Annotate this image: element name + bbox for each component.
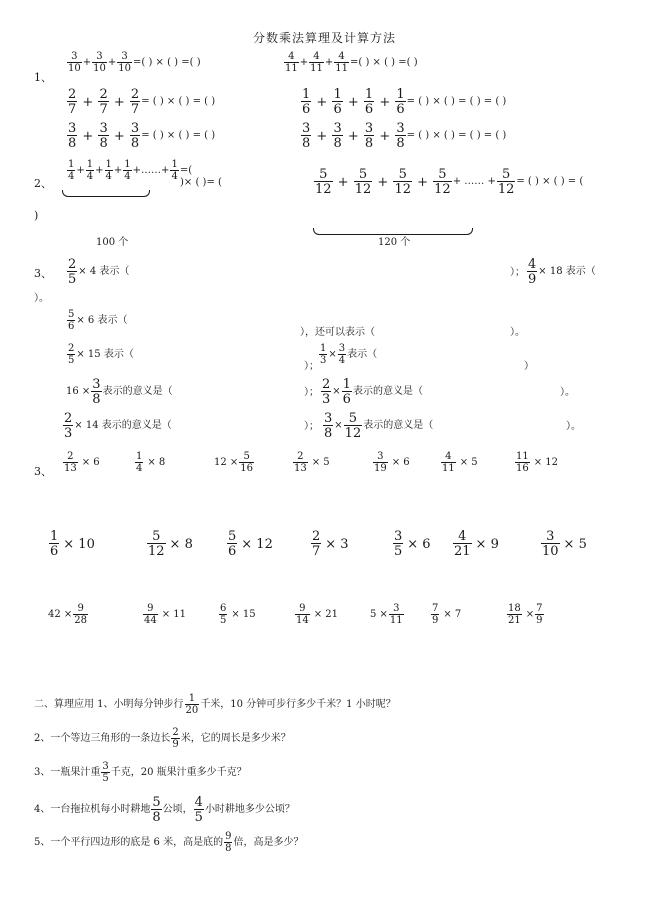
fraction: $\frac{1}{4}$ [136,451,143,474]
fraction: $\frac{3}{10}$ [542,529,559,559]
section-1-row3-right: $\frac{3}{8}$ + $\frac{3}{8}$ + $\frac{3}{8}$ + $\frac{3}{8}$ = ( ) × ( ) = ( ) = ( ) [302,121,507,151]
calc-item [514,452,558,474]
question-1: 二、算理应用 1、小明每分钟步行 $\frac{1}{20}$ 千米，10 分钟可步行多少千米？1 小时呢？ [34,693,396,716]
calc-item [226,530,273,558]
calc-suffix: × 10 [63,536,95,552]
fraction: $\frac{3}{5}$ [394,529,403,559]
calc-suffix: × [525,609,535,620]
fraction: $\frac{3}{11}$ [389,603,403,626]
fraction: $\frac{7}{9}$ [432,603,439,626]
fraction: $\frac{2}{13}$ [64,451,77,474]
calc-item [218,604,256,626]
section-3a-number: 3、 [34,267,52,280]
calc-suffix: × 5 [563,536,587,552]
calc-suffix: × 12 [241,536,273,552]
fraction: $\frac{4}{11}$ [442,451,455,474]
calc-item [440,452,478,474]
fraction: $\frac{3}{10}$ [93,51,106,74]
fraction: $\frac{3}{19}$ [374,451,387,474]
calc-item [134,452,165,474]
calc-suffix: × 3 [325,536,349,552]
sec3a-line-i: $\frac{3}{8}$ × $\frac{5}{12}$ 表示的意义是（ [324,411,434,441]
section-2-number: 2、 [34,177,52,190]
calc-item [506,604,545,626]
sec3a-line-f-end: ）； [304,387,319,398]
fraction: $\frac{4}{11}$ [335,51,348,74]
fraction: $\frac{9}{14}$ [296,603,309,626]
sec3a-line-b: $\frac{4}{9}$ × 18 表示（ [528,257,596,287]
calc-item [48,530,95,558]
question-4: 4、一台拖拉机每小时耕地 $\frac{5}{8}$ 公顷， $\frac{4}{5}$ 小时耕地多少公顷？ [34,795,295,825]
brace-100 [62,190,150,197]
calc-item [452,530,499,558]
calc-prefix: 12 × [214,457,239,468]
calc-item [370,604,405,626]
question-3: 3、一瓶果汁重 $\frac{3}{5}$ 千克，20 瓶果汁重多少千克？ [34,761,247,784]
fraction: $\frac{6}{5}$ [220,603,227,626]
section-2-right-expression: $\frac{5}{12}$ + $\frac{5}{12}$ + $\frac{5}{12}$ + $\frac{5}{12}$ + …… + $\frac{5}{12}$ = ( ) × ( ) = ( [315,167,584,197]
calc-suffix: × 9 [475,536,499,552]
calc-prefix: 42 × [48,609,73,620]
sec3a-wrap: ）。 [34,293,49,304]
section-1-row1-left: $\frac{3}{10}$ + $\frac{3}{10}$ + $\frac{3}{10}$ =( ) × ( ) =( ) [68,51,201,74]
fraction: $\frac{7}{9}$ [536,603,543,626]
page-title: 分数乘法算理及计算方法 [253,31,397,45]
section-1-row2-right: $\frac{1}{6}$ + $\frac{1}{6}$ + $\frac{1}{6}$ + $\frac{1}{6}$ = ( ) × ( ) = ( ) = ( ) [302,87,507,117]
count-120: 120 个 [378,237,411,248]
calc-suffix: × 12 [533,457,559,468]
calc-item [540,530,587,558]
sec3a-line-c-mid: ），还可以表示（ [300,327,375,338]
sec3a-line-g-end: ）。 [560,387,575,398]
sec3a-line-g: $\frac{2}{3}$ × $\frac{1}{6}$ 表示的意义是（ [322,377,423,407]
sec3a-line-e: $\frac{1}{3}$ × $\frac{3}{4}$ 表示（ [320,343,378,366]
calc-suffix: × 5 [459,457,478,468]
calc-suffix: × 8 [169,536,193,552]
fraction: $\frac{5}{16}$ [240,451,254,474]
sec3a-line-c: $\frac{5}{6}$ × 6 表示（ [68,309,128,332]
fraction: $\frac{9}{28}$ [74,603,88,626]
sec3a-line-a: $\frac{2}{5}$ × 4 表示（ [68,257,130,287]
fraction: $\frac{3}{10}$ [118,51,131,74]
section-2-wrap: ) [34,209,39,222]
fraction: $\frac{4}{21}$ [454,529,471,559]
calc-item [62,452,100,474]
fraction: $\frac{11}{16}$ [516,451,529,474]
calc-suffix: × 6 [81,457,100,468]
sec3a-line-a-end: ）； [510,267,525,278]
fraction: $\frac{5}{12}$ [148,529,165,559]
fraction: $\frac{1}{6}$ [50,529,59,559]
fraction: $\frac{5}{6}$ [228,529,237,559]
calc-item [142,604,186,626]
fraction: $\frac{3}{10}$ [68,51,81,74]
calc-item [292,452,330,474]
section-2-left-expression: $\frac{1}{4}$ + $\frac{1}{4}$ + $\frac{1}{4}$ + $\frac{1}{4}$ +……+ $\frac{1}{4}$ =( [68,159,193,182]
count-100: 100 个 [96,237,129,248]
calc-item [294,604,338,626]
section-1-row3-left: $\frac{3}{8}$ + $\frac{3}{8}$ + $\frac{3}{8}$ = ( ) × ( ) = ( ) [68,121,216,151]
sec3a-line-h-end: ）； [304,421,319,432]
calc-suffix: × 6 [391,457,410,468]
calc-item [392,530,431,558]
calc-item [146,530,193,558]
calc-item [310,530,349,558]
section-1-number: 1、 [34,71,52,84]
section-1-row1-right: $\frac{4}{11}$ + $\frac{4}{11}$ + $\frac{4}{11}$ =( ) × ( ) =( ) [285,51,418,74]
calc-item [430,604,461,626]
calc-item [372,452,410,474]
brace-120 [313,228,473,235]
fraction: $\frac{4}{11}$ [285,51,298,74]
sec3a-line-i-end: ）。 [566,421,581,432]
section-3b-number: 3、 [34,465,52,478]
sec3a-line-h: $\frac{2}{3}$ × 14 表示的意义是（ [64,411,172,441]
fraction: $\frac{9}{44}$ [144,603,157,626]
sec3a-line-f: 16 × $\frac{3}{8}$ 表示的意义是（ [66,377,173,407]
calc-suffix: × 8 [147,457,166,468]
sec3a-line-d: $\frac{2}{5}$ × 15 表示（ [68,343,134,366]
calc-suffix: × 6 [407,536,431,552]
fraction: $\frac{18}{21}$ [508,603,521,626]
calc-item [214,452,255,474]
section-1-row2-left: $\frac{2}{7}$ + $\frac{2}{7}$ + $\frac{2}{7}$ = ( ) × ( ) = ( ) [68,87,216,117]
calc-prefix: 5 × [370,609,388,620]
fraction: $\frac{4}{11}$ [310,51,323,74]
sec3a-line-c-end: ）。 [510,327,525,338]
calc-suffix: × 11 [161,609,187,620]
fraction: $\frac{2}{13}$ [294,451,307,474]
calc-item [48,604,89,626]
calc-suffix: × 21 [313,609,339,620]
question-2: 2、一个等边三角形的一条边长 $\frac{2}{9}$ 米，它的周长是多少米？ [34,727,291,750]
calc-suffix: × 7 [443,609,462,620]
question-5: 5、一个平行四边形的底是 6 米，高是底的 $\frac{9}{8}$ 倍，高是多少？ [34,831,304,854]
calc-suffix: × 15 [231,609,256,620]
section-2-left-tail: )× ( )= ( [180,177,222,188]
calc-suffix: × 5 [311,457,330,468]
fraction: $\frac{2}{7}$ [312,529,321,559]
sec3a-line-d-end: ）； [304,361,319,372]
sec3a-line-e-end: ） [524,361,534,372]
